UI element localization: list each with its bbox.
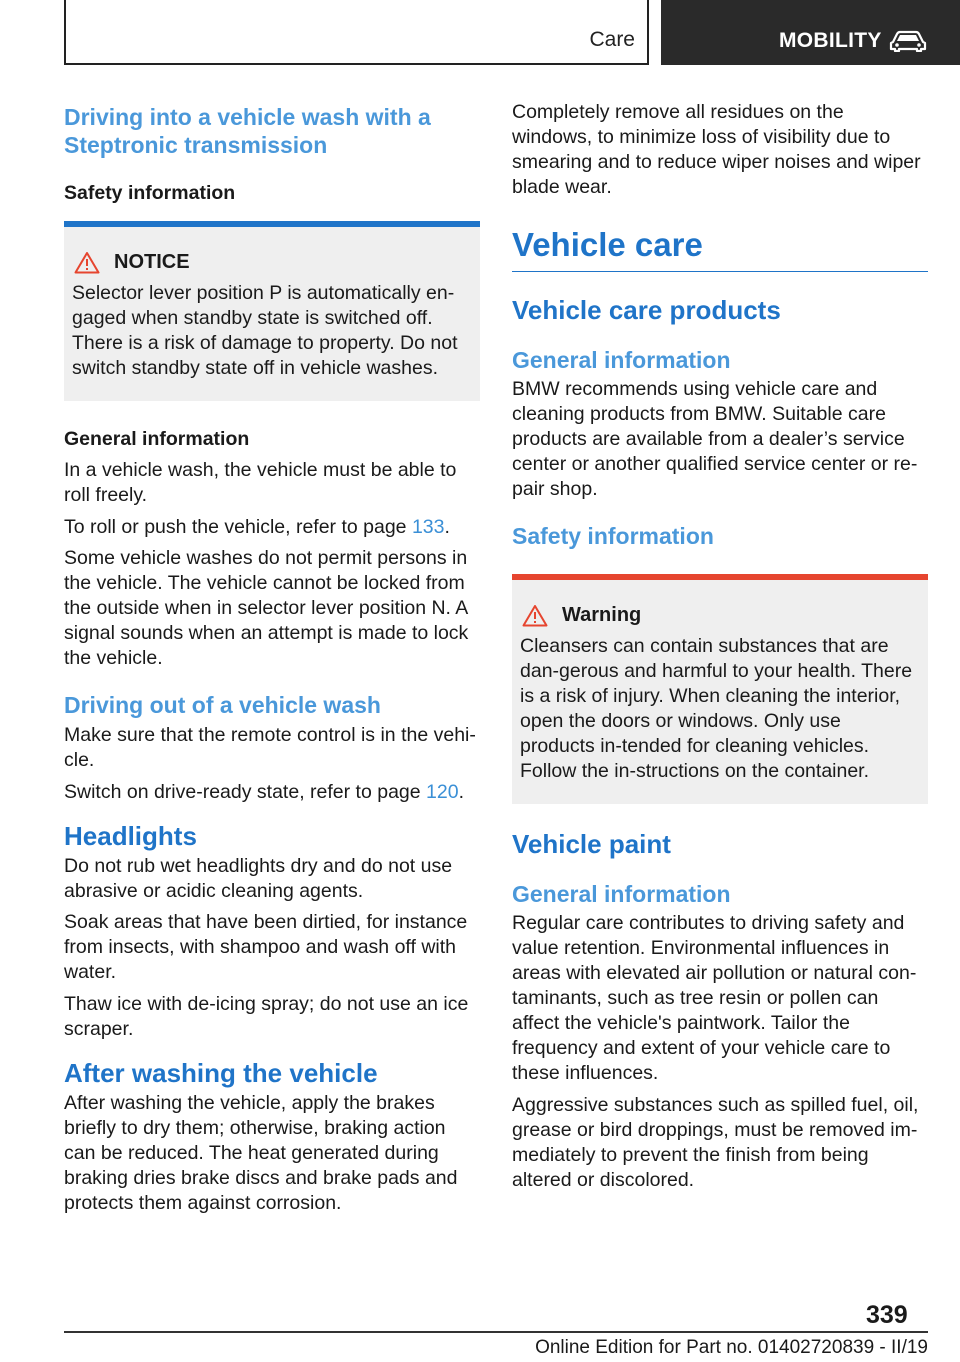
paragraph-roll-push — [64, 515, 480, 540]
heading-vehicle-care-products: Vehicle care products — [512, 295, 781, 325]
heading-general-information-paint: General information — [512, 881, 731, 907]
warning-text: Cleansers can contain substances that are dan‐gerous and harmful to your health. There is a risk of injury. When cleaning the interior, open the doors or windows. Only use products in‐tended for cleaning vehicles. Follow the in‐structions on the container. — [520, 635, 913, 782]
paragraph-soak-areas: Soak areas that have been dirtied, for instance from insects, with shampoo and wash off with water. — [64, 911, 468, 983]
label-safety-information: Safety information — [64, 182, 236, 204]
paragraph-roll-freely: In a vehicle wash, the vehicle must be able to roll freely. — [64, 459, 457, 506]
heading-vehicle-care: Vehicle care — [512, 225, 928, 272]
paragraph-apply-brakes: After washing the vehicle, apply the brakes briefly to dry them; otherwise, braking action can be reduced. The heat generated during braking dries brake discs and brake pads and protects them against corrosion. — [64, 1091, 458, 1214]
paragraph-persons: Some vehicle washes do not permit persons in the vehicle. The vehicle cannot be locked from the outside when in selector lever position N. A signal sounds when an attempt is made to lock the vehicle. — [64, 547, 469, 669]
header-chapter-title: MOBILITY — [779, 29, 882, 52]
notice-box — [64, 221, 480, 401]
header-section-title: Care — [589, 28, 635, 51]
heading-general-information-products: General information — [512, 347, 731, 373]
page-link-120[interactable]: 120 — [426, 780, 459, 803]
paragraph-drive-ready — [64, 780, 480, 805]
header-section-box — [64, 0, 649, 65]
heading-wash-steptronic: Driving into a vehicle wash with a Steptronic transmission — [64, 104, 431, 158]
paragraph-bmw-recommends: BMW recommends using vehicle care and cleaning products from BMW. Suitable care products are available from a dealer’s service center or another qualified service center or re‐pair shop. — [512, 378, 918, 500]
warning-triangle-icon — [522, 604, 548, 627]
paragraph-remote-control: Make sure that the remote control is in the vehi‐cle. — [64, 724, 476, 771]
paragraph-regular-care: Regular care contributes to driving safety and value retention. Environmental influences in areas with elevated air pollution or natural con‐taminants, such as tree resin or pollen can affect the vehicle's paintwork. Tailor the frequency and extent of your vehicle care to these influences. — [512, 912, 917, 1084]
notice-title — [72, 249, 472, 275]
footer-divider — [64, 1331, 928, 1333]
heading-vehicle-paint: Vehicle paint — [512, 829, 671, 859]
warning-title-text: Warning — [562, 604, 642, 626]
header-chapter-box — [661, 0, 960, 65]
paragraph-rub-headlights: Do not rub wet headlights dry and do not use abrasive or acidic cleaning agents. — [64, 854, 453, 902]
text-period: . — [458, 780, 464, 803]
label-general-information: General information — [64, 428, 250, 450]
page-link-133[interactable]: 133 — [411, 515, 445, 538]
left-column — [64, 100, 480, 1222]
page-number: 339 — [866, 1301, 908, 1329]
warning-box — [512, 574, 928, 804]
notice-title-text: NOTICE — [114, 251, 190, 273]
notice-text: Selector lever position P is automatically en‐gaged when standby state is switched off. There is a risk of damage to property. Do not switch standby state off in vehicle washes. — [72, 282, 458, 379]
paragraph-remove-residues: Completely remove all residues on the windows, to minimize loss of visibility due to smearing and to reduce wiper noises and wiper blade wear. — [512, 101, 921, 198]
text-roll-push: To roll or push the vehicle, refer to page — [64, 515, 412, 538]
right-column — [512, 100, 928, 1199]
paragraph-aggressive-substances: Aggressive substances such as spilled fuel, oil, grease or bird droppings, must be removed im‐mediately to prevent the finish from being altered or discolored. — [512, 1093, 919, 1191]
warning-title — [520, 602, 920, 628]
heading-headlights: Headlights — [64, 820, 197, 851]
warning-triangle-icon — [74, 251, 100, 274]
heading-driving-out: Driving out of a vehicle wash — [64, 692, 381, 718]
car-icon — [889, 30, 927, 52]
heading-safety-information: Safety information — [512, 523, 714, 549]
text-period: . — [444, 515, 450, 538]
paragraph-thaw-ice: Thaw ice with de-icing spray; do not use an ice scraper. — [64, 992, 469, 1040]
footer-edition: Online Edition for Part no. 01402720839 - II/19 — [535, 1337, 928, 1358]
text-drive-ready: Switch on drive-ready state, refer to page — [64, 780, 427, 803]
heading-after-washing: After washing the vehicle — [64, 1057, 378, 1088]
